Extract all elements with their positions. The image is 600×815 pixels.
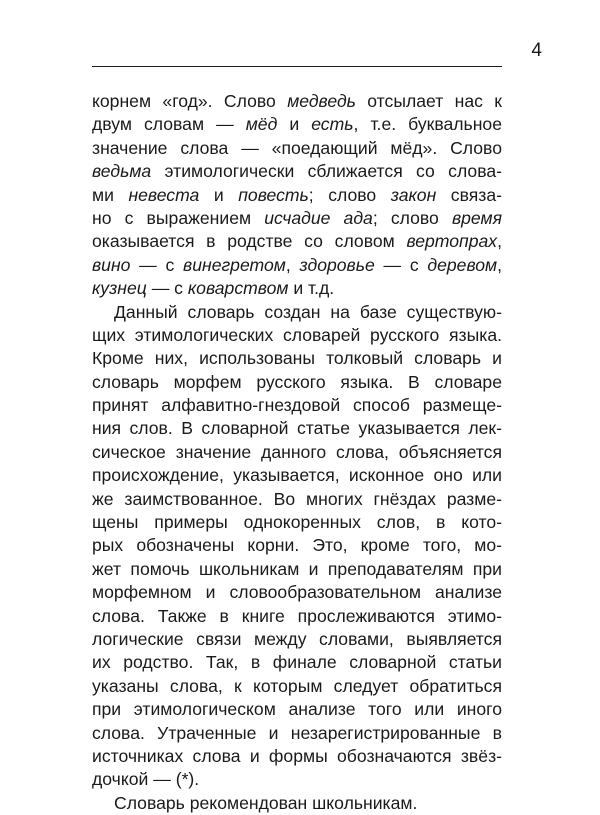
italic-word: мёд [245,114,278,135]
text-segment: и т.д. [288,278,335,299]
text-segment: ния слов. В словарной статье указывается лек- [92,418,502,439]
text-line [92,605,502,628]
text-segment: — с [146,278,188,299]
italic-word: деревом [427,254,498,275]
text-line [92,488,502,511]
page-number: 4 [531,40,542,61]
text-line [92,301,502,324]
text-line [92,722,502,745]
text-segment: , [285,254,300,275]
text-segment: дочкой — (*). [92,769,200,790]
text-line [92,277,502,300]
text-segment: Кроме них, использованы толковый словарь и [92,348,502,369]
text-segment: указаны слова, к которым следует обратиться [92,675,502,696]
text-line [92,675,502,698]
text-line [92,792,502,815]
italic-word: есть [311,114,354,135]
italic-word: здоровье [299,254,375,275]
text-segment: происхождение, указывается, исконное оно или [92,465,502,486]
text-segment: щих этимологических словарей русского языка. [92,324,502,345]
text-line [92,558,502,581]
text-segment: при этимологическом анализе того или иного [92,699,502,720]
body-text [92,90,502,815]
text-segment: словарь морфем русского языка. В словаре [92,371,502,392]
text-segment: слова. Утраченные и незарегистрированные в [92,722,502,743]
text-line [92,534,502,557]
text-line [92,417,502,440]
text-segment: Словарь рекомендован школьникам. [114,792,418,813]
text-segment: и [277,114,312,135]
text-segment: и [199,184,239,205]
text-segment: — с [374,254,428,275]
text-line [92,394,502,417]
italic-word: невеста [128,184,200,205]
text-segment: принят алфавитно-гнездовой способ размеще- [92,395,502,416]
text-segment: морфемном и словообразовательном анализе [92,582,502,603]
text-segment: корнем «год». Слово [92,91,288,111]
text-segment: ми [92,184,129,205]
text-segment: Данный словарь создан на базе существую- [114,301,502,322]
italic-word: винегретом [183,254,286,275]
text-segment: жет помочь школьникам и преподавателям при [92,558,502,579]
italic-word: закон [390,184,437,205]
italic-word: вино [92,254,131,275]
text-segment: источниках слова и формы обозначаются звёз- [92,745,502,766]
text-line [92,464,502,487]
text-line [92,207,502,230]
text-segment: но с выражением [92,207,265,228]
text-segment: значение слова — «поедающий мёд». Слово [92,137,502,158]
text-line [92,745,502,768]
text-segment: их родство. Так, в финале словарной статьи [92,652,502,673]
header-rule [92,66,502,67]
text-segment: связа- [436,184,502,205]
italic-word: вертопрах [406,231,498,252]
text-segment: рых обозначены корни. Это, кроме того, мо- [92,535,502,556]
text-segment: же заимствованное. Во многих гнёздах разме- [92,488,502,509]
text-segment: оказывается в родстве со словом [92,231,407,252]
text-segment: слова. Также в книге прослеживаются этимо- [92,605,502,626]
text-segment: этимологически сближается со слова- [151,161,502,182]
text-line [92,768,502,791]
text-segment: ; слово [372,207,452,228]
text-line [92,184,502,207]
italic-word: ведьма [92,161,152,182]
text-line [92,371,502,394]
text-line [92,628,502,651]
text-line [92,347,502,370]
italic-word: исчадие ада [264,207,373,228]
text-segment: , т.е. буквальное [353,114,502,135]
text-segment: логические связи между словами, выявляется [92,628,502,649]
text-line [92,441,502,464]
text-line [92,581,502,604]
text-line [92,137,502,160]
text-line [92,324,502,347]
text-line [92,113,502,136]
text-line [92,90,502,113]
text-segment: ; слово [308,184,391,205]
italic-word: повесть [238,184,309,205]
italic-word: коварством [187,278,289,299]
text-segment: , [497,231,502,252]
text-segment: двум словам — [92,114,246,135]
italic-word: кузнец [92,278,147,299]
italic-word: медведь [287,91,356,111]
text-line [92,254,502,277]
text-segment: щены примеры однокоренных слов, в кото- [92,512,502,533]
text-segment: — с [130,254,184,275]
text-line [92,160,502,183]
text-segment: отсылает нас к [355,91,503,111]
italic-word: время [451,207,502,228]
text-line [92,511,502,534]
text-line [92,651,502,674]
text-segment: , [497,254,502,275]
text-line [92,698,502,721]
text-segment: сическое значение данного слова, объясняется [92,441,502,462]
text-line [92,230,502,253]
